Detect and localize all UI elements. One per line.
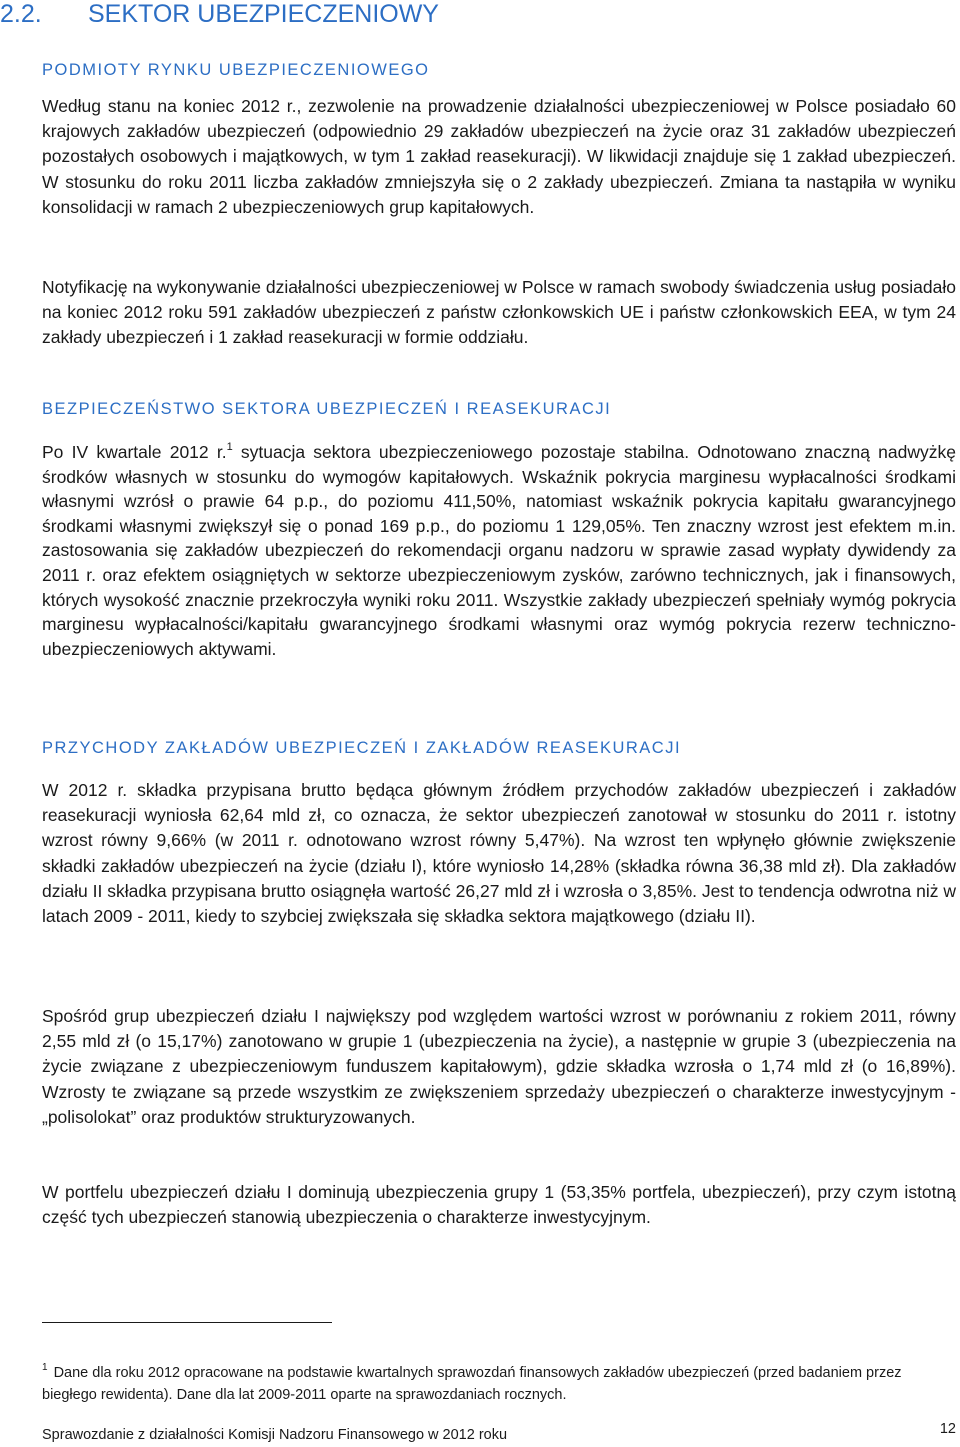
paragraph-portfolio: W portfelu ubezpieczeń działu I dominują ubezpieczenia grupy 1 (53,35% portfela, ubezpieczeń), przy czym istotną część tych ubezpieczeń stanowią ubezpieczenia o charakterze inwestycyjnym. <box>42 1182 956 1228</box>
paragraph-revenues: W 2012 r. składka przypisana brutto będąca głównym źródłem przychodów zakładów ubezpieczeń i zakładów reasekuracji wyniosła 62,64 mld zł, co oznacza, że sektor ubezpieczeń zanotował w stosunku do 2011 r. istotny wzrost równy 9,66% (w 2011 r. odnotowano wzrost równy 5,47%). Na wzrost ten wpłynęło głównie zwiększenie składki zakładów ubezpieczeń na życie (działu I), które wyniosło 14,28% (składka równa 36,38 mld zł). Dla zakładów działu II składka przypisana brutto osiągnęła wartość 26,27 mld zł i wzrosła o 3,85%. Jest to tendencja odwrotna niż w latach 2009 - 2011, kiedy to szybciej zwiększała się składka sektora majątkowego (działu II). <box>42 780 956 927</box>
section-title: SEKTOR UBEZPIECZENIOWY <box>88 0 439 28</box>
page-number: 12 <box>939 1421 956 1437</box>
paragraph-sector-safety: Po IV kwartale 2012 r.$^1$ sytuacja sektora ubezpieczeniowego pozostaje stabilna. Odnotowano znaczną nadwyżkę środków własnych w stosunku do wymogów kapitałowych. Wskaźnik pokrycia marginesu wypłacalności środkami własnymi wzrósł o prawie 64 p.p., do poziomu 411,50%, natomiast wskaźnik pokrycia kapitału gwarancyjnego środkami własnymi zwiększył się o ponad 169 p.p., do poziomu 1 129,05%. Ten znaczny wzrost jest efektem m.in. zastosowania się zakładów ubezpieczeń do rekomendacji organu nadzoru w sprawie zasad wypłaty dywidendy za 2011 r. oraz efektem osiągniętych w sektorze ubezpieczeniowym zysków, zarówno technicznych, jak i finansowych, których wysokość znacznie przekroczyła wyniki roku 2011. Wszystkie zakłady ubezpieczeń spełniały wymóg pokrycia marginesu wypłacalności/kapitału gwarancyjnego środkami własnymi oraz wymóg pokrycia rezerw techniczno-ubezpieczeniowych aktywami. <box>42 441 956 659</box>
footnote-text: Dane dla roku 2012 opracowane na podstawie kwartalnych sprawozdań finansowych zakładów ubezpieczeń (przed badaniem przez biegłego rewidenta). Dane dla lat 2009-2011 oparte na sprawozdaniach rocznych. <box>42 1365 902 1403</box>
section-number: 2.2. <box>0 0 42 28</box>
page-footer-title: Sprawozdanie z działalności Komisji Nadzoru Finansowego w 2012 roku <box>42 1427 508 1443</box>
footnote-mark: 1 <box>42 1362 48 1373</box>
footnote <box>42 1362 956 1406</box>
paragraph-market-entities: Według stanu na koniec 2012 r., zezwolenie na prowadzenie działalności ubezpieczeniowej w Polsce posiadało 60 krajowych zakładów ubezpieczeń (odpowiednio 29 zakładów ubezpieczeń na życie oraz 31 zakładów ubezpieczeń pozostałych osobowych i majątkowych, w tym 1 zakład reasekuracji). W likwidacji znajduje się 1 zakład ubezpieczeń. W stosunku do roku 2011 liczba zakładów zmniejszyła się o 2 zakłady ubezpieczeń. Zmiana ta nastąpiła w wyniku konsolidacji w ramach 2 ubezpieczeniowych grup kapitałowych. <box>42 96 956 217</box>
section-heading <box>0 0 960 32</box>
paragraph-notification: Notyfikację na wykonywanie działalności ubezpieczeniowej w Polsce w ramach swobody świadczenia usług posiadało na koniec 2012 roku 591 zakładów ubezpieczeń z państw członkowskich UE i państw członkowskich EEA, w tym 24 zakłady ubezpieczeń i 1 zakład reasekuracji w formie oddziału. <box>42 277 956 348</box>
subsection-heading-revenues: PRZYCHODY ZAKŁADÓW UBEZPIECZEŃ I ZAKŁADÓW REASEKURACJI <box>42 739 682 757</box>
paragraph-life-groups: Spośród grup ubezpieczeń działu I największy pod względem wartości wzrost w porównaniu z rokiem 2011, równy 2,55 mld zł (o 15,17%) zanotowano w grupie 1 (ubezpieczenia na życie), a następnie w grupie 3 (ubezpieczenia na życie związane z ubezpieczeniowym funduszem kapitałowym), gdzie składka wzrosła o 1,74 mld zł (o 16,89%). Wzrosty te związane są przede wszystkim ze zwiększeniem sprzedaży ubezpieczeń o charakterze inwestycyjnym - „polisolokat” oraz produktów strukturyzowanych. <box>42 1006 956 1127</box>
subsection-heading-sector-safety: BEZPIECZEŃSTWO SEKTORA UBEZPIECZEŃ I REASEKURACJI <box>42 400 612 418</box>
footnote-separator <box>42 1322 332 1323</box>
subsection-heading-market-entities: PODMIOTY RYNKU UBEZPIECZENIOWEGO <box>42 61 430 79</box>
footnote-reference[interactable]: 1 <box>226 441 233 453</box>
